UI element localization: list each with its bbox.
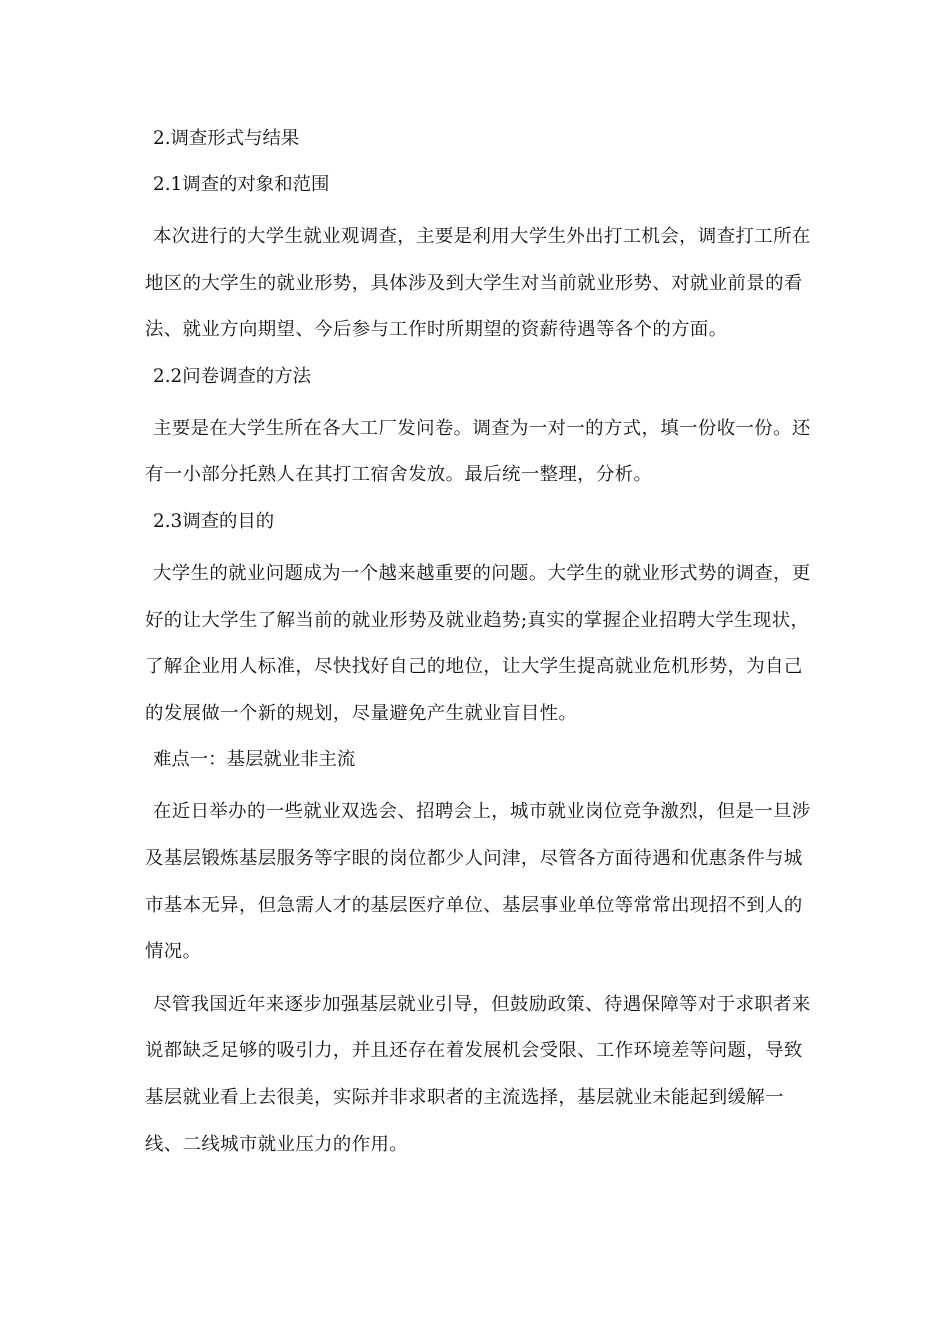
section-heading: 2.调查形式与结果 xyxy=(153,128,300,149)
body-paragraph: 在近日举办的一些就业双选会、招聘会上，城市就业岗位竞争激烈，但是一旦涉及基层锻炼基层服务等字眼的岗位都少人问津，尽管各方面待遇和优惠条件与城市基本无异，但急需人才的基层医疗单位、基层事业单位等常常出现招不到人的情况。 xyxy=(145,801,811,963)
body-paragraph: 主要是在大学生所在各大工厂发问卷。调查为一对一的方式，填一份收一份。还有一小部分托熟人在其打工宿舍发放。最后统一整理，分析。 xyxy=(145,417,811,486)
subsection-heading: 2.3调查的目的 xyxy=(153,510,275,532)
subsection-heading: 2.1调查的对象和范围 xyxy=(153,174,330,195)
subsection-heading: 2.2问卷调查的方法 xyxy=(153,365,311,387)
body-paragraph: 大学生的就业问题成为一个越来越重要的问题。大学生的就业形式势的调查，更好的让大学生了解当前的就业形势及就业趋势;真实的掌握企业招聘大学生现状，了解企业用人标准，尽快找好自己的地位，让大学生提高就业危机形势，为自己的发展做一个新的规划，尽量避免产生就业盲目性。 xyxy=(145,562,811,724)
body-paragraph: 本次进行的大学生就业观调查，主要是利用大学生外出打工机会，调查打工所在地区的大学生的就业形势，具体涉及到大学生对当前就业形势、对就业前景的看法、就业方向期望、今后参与工作时所期望的资薪待遇等各个的方面。 xyxy=(145,226,811,341)
body-paragraph: 尽管我国近年来逐步加强基层就业引导，但鼓励政策、待遇保障等对于求职者来说都缺乏足够的吸引力，并且还存在着发展机会受限、工作环境差等问题，导致基层就业看上去很美，实际并非求职者的主流选择，基层就业未能起到缓解一线、二线城市就业压力的作用。 xyxy=(145,993,811,1155)
document-body xyxy=(145,122,815,1168)
difficulty-heading: 难点一：基层就业非主流 xyxy=(153,749,356,771)
